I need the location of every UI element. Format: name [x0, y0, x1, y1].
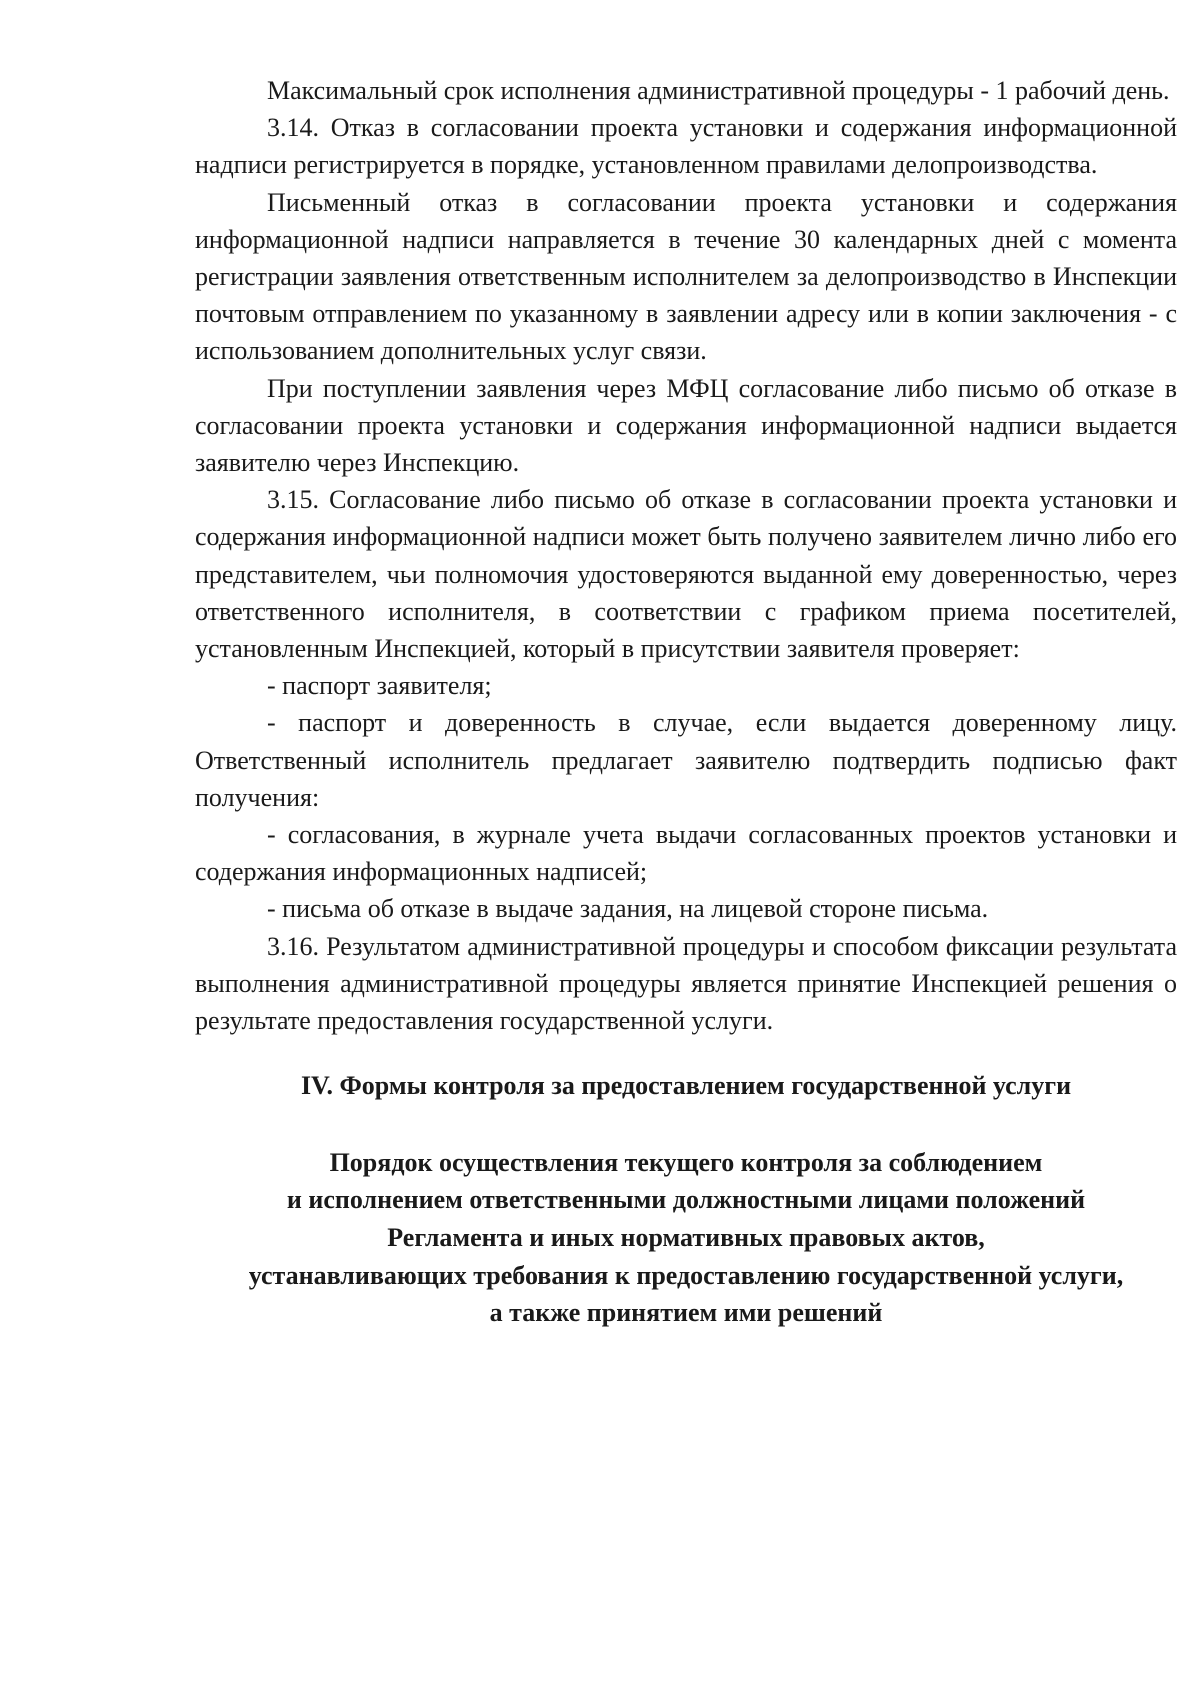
subheading-line: и исполнением ответственными должностными лицами положений — [286, 1185, 1086, 1215]
subheading-line: Порядок осуществления текущего контроля за соблюдением — [329, 1147, 1043, 1177]
subheading — [195, 1144, 1177, 1332]
subheading-line: а также принятием ими решений — [489, 1298, 883, 1328]
paragraph-written-refusal: Письменный отказ в согласовании проекта установки и содержания информационной надписи направляется в течение 30 календарных дней с момента регистрации заявления ответственным исполнителем за делопроизводство в Инспекции почтовым отправлением по указанному в заявлении адресу или в копии заключения - с использованием дополнительных услуг связи. — [195, 187, 1177, 366]
paragraph-3-14: 3.14. Отказ в согласовании проекта установки и содержания информационной надписи регистрируется в порядке, установленном правилами делопроизводства. — [195, 113, 1177, 180]
paragraph-3-15: 3.15. Согласование либо письмо об отказе в согласовании проекта установки и содержания информационной надписи может быть получено заявителем лично либо его представителем, чьи полномочия удостоверяются выданной ему доверенностью, через ответственного исполнителя, в соответствии с графиком приема посетителей, установленным Инспекцией, который в присутствии заявителя проверяет: — [195, 485, 1177, 664]
paragraph-max-term: Максимальный срок исполнения административной процедуры - 1 рабочий день. — [267, 76, 1170, 105]
subheading-line: устанавливающих требования к предоставлению государственной услуги, — [248, 1260, 1124, 1290]
list-item-approval-journal: - согласования, в журнале учета выдачи согласованных проектов установки и содержания информационных надписей; — [195, 820, 1177, 887]
subheading-line: Регламента и иных нормативных правовых актов, — [387, 1223, 985, 1253]
paragraph-3-16: 3.16. Результатом административной процедуры и способом фиксации результата выполнения административной процедуры является принятие Инспекцией решения о результате предоставления государственной услуги. — [195, 931, 1177, 1036]
section-heading: IV. Формы контроля за предоставлением государственной услуги — [300, 1071, 1072, 1101]
document-page — [195, 72, 1177, 1332]
list-item-refusal-letter: - письма об отказе в выдаче задания, на лицевой стороне письма. — [267, 894, 989, 924]
paragraph-mfc: При поступлении заявления через МФЦ согласование либо письмо об отказе в согласовании проекта установки и содержания информационной надписи выдается заявителю через Инспекцию. — [195, 373, 1177, 478]
list-item-passport-power-of-attorney: - паспорт и доверенность в случае, если выдается доверенному лицу. Ответственный исполнитель предлагает заявителю подтвердить подписью факт получения: — [195, 708, 1177, 812]
list-item-passport: - паспорт заявителя; — [267, 671, 492, 701]
